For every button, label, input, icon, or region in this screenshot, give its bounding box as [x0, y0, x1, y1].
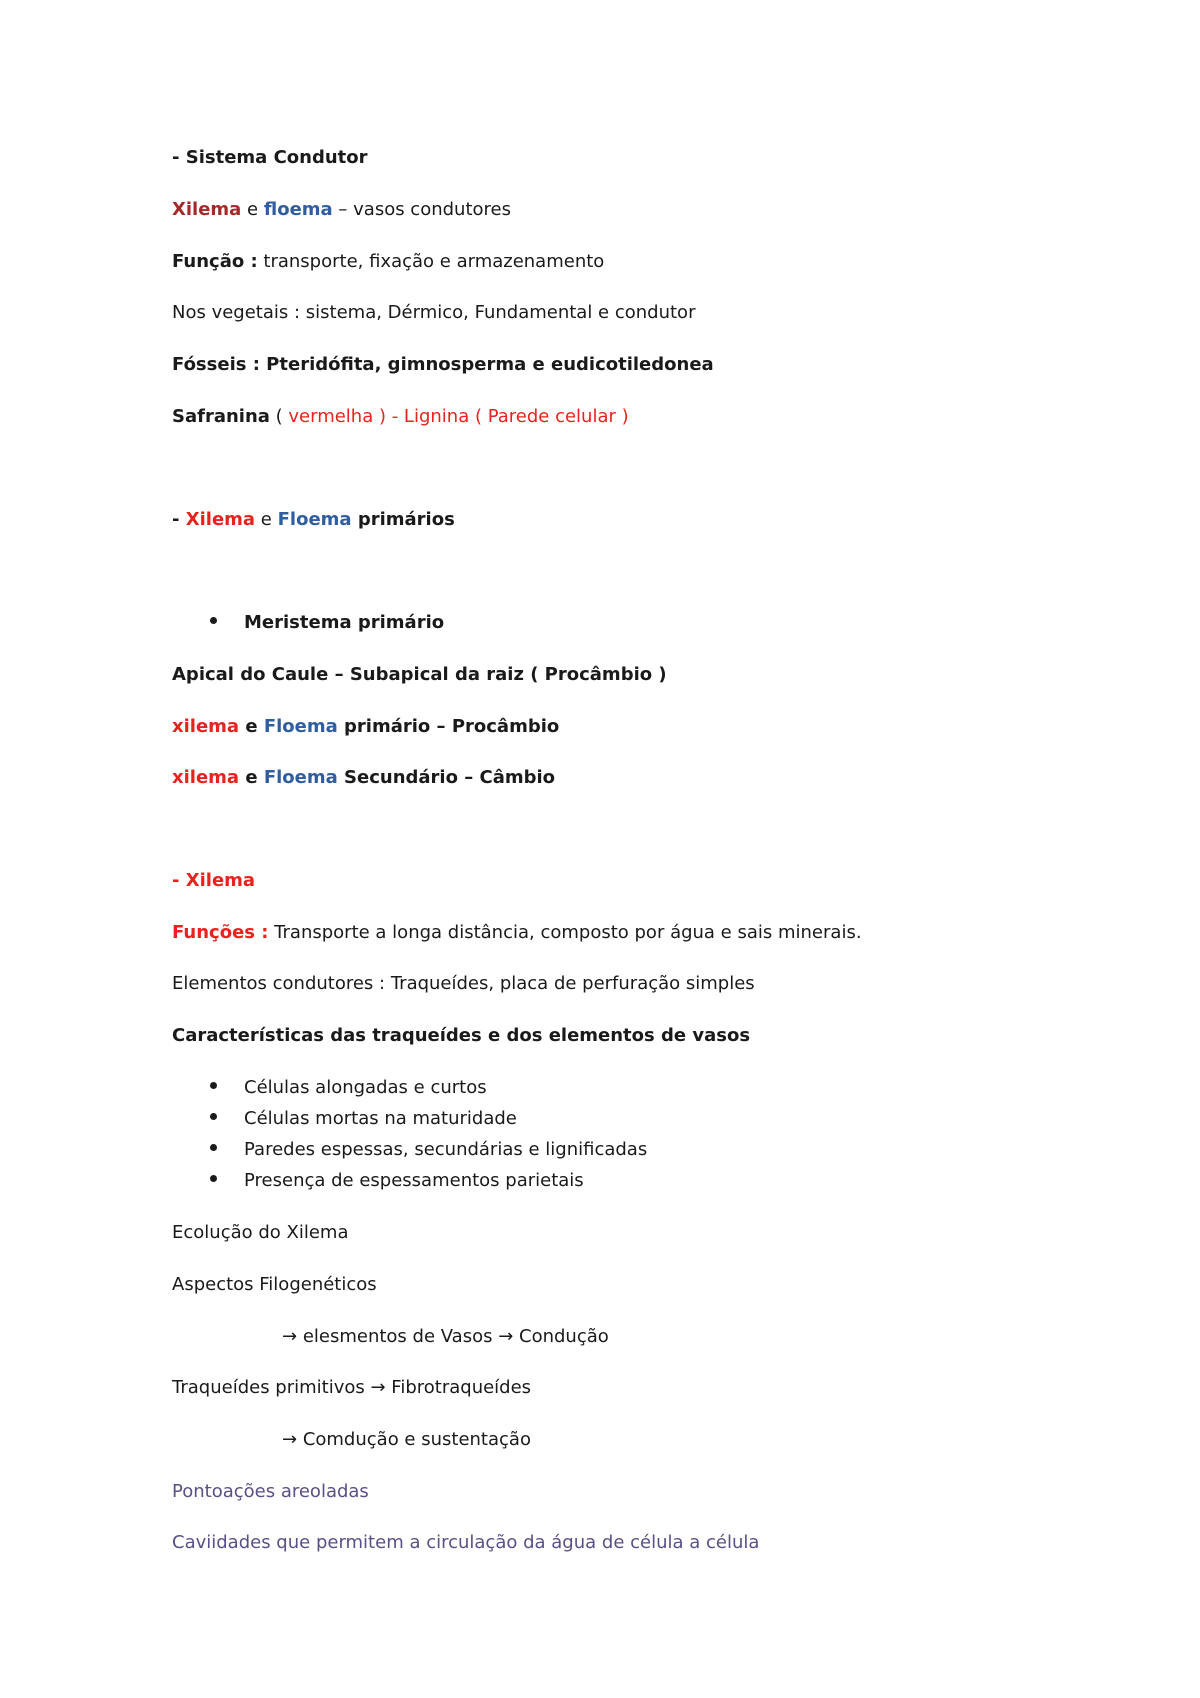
- bullet-dot: [210, 1113, 217, 1120]
- line-funcoes: [172, 921, 862, 945]
- word-floema: Floema: [277, 509, 352, 530]
- section-title-xilema-floema-primarios: [172, 508, 455, 532]
- line-xilema-floema: [172, 198, 511, 222]
- bullet-meristema-primario: Meristema primário: [244, 612, 445, 633]
- text-elesmentos-vasos: elesmentos de Vasos: [297, 1326, 499, 1347]
- bullet-presenca-espessamentos: Presença de espessamentos parietais: [244, 1170, 584, 1191]
- text-vasos: – vasos condutores: [332, 199, 511, 220]
- word-floema: Floema: [263, 716, 338, 737]
- line-pontoacoes-areoladas: Pontoações areoladas: [172, 1481, 369, 1502]
- text-funcoes: Transporte a longa distância, composto por água e sais minerais.: [268, 922, 862, 943]
- line-elementos-condutores: Elementos condutores : Traqueídes, placa de perfuração simples: [172, 973, 755, 994]
- bullet-celulas-mortas: Células mortas na maturidade: [244, 1108, 517, 1129]
- arrow-right-icon: →: [282, 1326, 298, 1347]
- line-fosseis: Fósseis : Pteridófita, gimnosperma e eudicotiledonea: [172, 354, 714, 375]
- line-caviidades: Caviidades que permitem a circulação da água de célula a célula: [172, 1532, 760, 1553]
- text-e: e: [239, 767, 264, 788]
- line-traqueides-primitivos: [172, 1376, 531, 1400]
- bullet-paredes-espessas: Paredes espessas, secundárias e lignificadas: [244, 1139, 648, 1160]
- line-nos-vegetais: Nos vegetais : sistema, Dérmico, Fundamental e condutor: [172, 302, 696, 323]
- text-e: e: [255, 509, 278, 530]
- word-xilema: Xilema: [172, 199, 242, 220]
- line-elementos-vasos-conducao: [282, 1325, 609, 1349]
- line-aspectos-filogeneticos: Aspectos Filogenéticos: [172, 1274, 377, 1295]
- line-funcao: [172, 250, 604, 274]
- bullet-dot: [210, 1082, 217, 1089]
- bullet-dot: [210, 1144, 217, 1151]
- label-funcao: Função :: [172, 251, 258, 272]
- text-vermelha-lignina: vermelha ) - Lignina ( Parede celular ): [288, 406, 629, 427]
- word-xilema: xilema: [172, 716, 240, 737]
- word-safranina: Safranina: [172, 406, 270, 427]
- line-safranina: [172, 405, 629, 429]
- text-conducao: Condução: [513, 1326, 609, 1347]
- text-e: e: [239, 716, 264, 737]
- section-title-sistema-condutor: - Sistema Condutor: [172, 147, 368, 168]
- line-ecolucao-xilema: Ecolução do Xilema: [172, 1222, 349, 1243]
- label-funcoes: Funções :: [172, 922, 269, 943]
- line-comducao-sustentacao: [282, 1428, 531, 1452]
- word-xilema: xilema: [172, 767, 240, 788]
- arrow-right-icon: →: [282, 1429, 298, 1450]
- text-e: e: [241, 199, 264, 220]
- line-apical-caule: Apical do Caule – Subapical da raiz ( Procâmbio ): [172, 664, 667, 685]
- arrow-right-icon: →: [498, 1326, 514, 1347]
- line-xilema-floema-primario: [172, 715, 559, 739]
- text-funcao: transporte, fixação e armazenamento: [257, 251, 605, 272]
- bullet-dot: [210, 1175, 217, 1182]
- word-floema: Floema: [263, 767, 338, 788]
- paren-open: (: [269, 406, 289, 427]
- arrow-right-icon: →: [370, 1377, 386, 1398]
- dash: -: [172, 509, 186, 530]
- text-comducao-sustentacao: Comdução e sustentação: [297, 1429, 531, 1450]
- word-primarios: primários: [351, 509, 455, 530]
- text-traqueides-primitivos: Traqueídes primitivos: [172, 1377, 371, 1398]
- word-xilema: Xilema: [185, 509, 256, 530]
- bullet-dot: [210, 617, 217, 624]
- text-secundario-cambio: Secundário – Câmbio: [337, 767, 556, 788]
- bullet-celulas-alongadas: Células alongadas e curtos: [244, 1077, 487, 1098]
- section-title-xilema: - Xilema: [172, 870, 256, 891]
- text-fibrotraqueides: Fibrotraqueídes: [385, 1377, 532, 1398]
- line-xilema-floema-secundario: [172, 766, 555, 790]
- text-primario-procambio: primário – Procâmbio: [337, 716, 560, 737]
- line-caracteristicas: Características das traqueídes e dos elementos de vasos: [172, 1025, 751, 1046]
- word-floema: floema: [263, 199, 333, 220]
